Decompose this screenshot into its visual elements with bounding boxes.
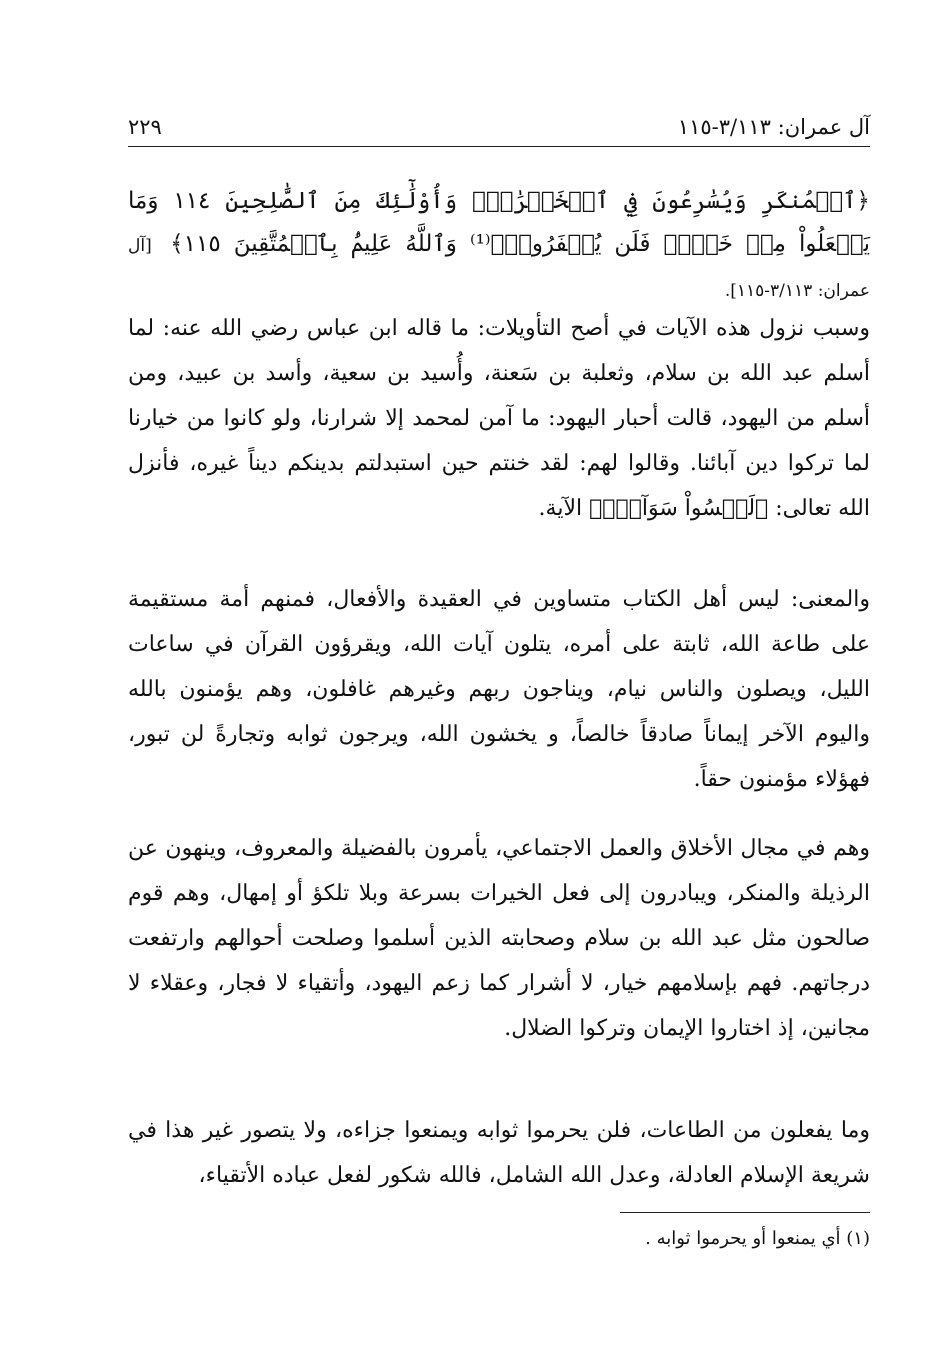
footnote: (١) أي يمنعوا أو يحرموا ثوابه . [645,1228,870,1249]
footnote-divider [620,1212,870,1213]
surah-reference: آل عمران: ٣/١١٣-١١٥ [677,115,870,139]
running-header [128,112,870,147]
paragraph-reward: وما يفعلون من الطاعات، فلن يحرموا ثوابه ويمنعوا جزاءه، ولا يتصور غير هذا في شريعة الإسلام العادلة، وعدل الله الشامل، فالله شكور لفعل عباده الأتقياء، [128,1118,870,1188]
verse-citation: [آل عمران: ٣/١١٣-١١٥]. [128,236,870,301]
page-number: ٢٢٩ [128,115,162,139]
paragraph-revelation-cause: وسبب نزول هذه الآيات في أصح التأويلات: ما قاله ابن عباس رضي الله عنه: لما أسلم عبد الله بن سلام، وثعلبة بن سَعنة، وأُسيد بن سعية، وأسد بن عبيد، ومن أسلم من اليهود، قالت أحبار اليهود: ما آمن لمحمد إلا شرارنا، ولو كانوا من خيارنا لما تركوا دين آبائنا. وقالوا لهم: لقد خنتم حين استبدلتم بدينكم ديناً غيره، فأنزل الله تعالى: ﴿لَيۡسُواْ سَوَآءٗۗ﴾ الآية. [128,316,870,521]
paragraph-meaning: والمعنى: ليس أهل الكتاب متساوين في العقيدة والأفعال، فمنهم أمة مستقيمة على طاعة الله، ثابتة على أمره، يتلون آيات الله، ويقرؤون القرآن في ساعات الليل، ويصلون والناس نيام، ويناجون ربهم وغيرهم غافلون، وهم يؤمنون بالله واليوم الآخر إيماناً صادقاً خالصاً، و يخشون الله، ويرجون ثوابه وتجارةً لن تبور، فهؤلاء مؤمنون حقاً. [128,587,870,792]
quran-verse-text: ﴿ٱلۡمُنكَرِ وَيُسَٰرِعُونَ فِي ٱلۡخَيۡرَٰتِۖ وَأُوْلَٰٓئِكَ مِنَ ٱلصَّٰلِحِينَ ١١٤ وَمَا يَفۡعَلُواْ مِنۡ خَيۡرٖ فَلَن يُكۡفَرُوهُۗ⁽¹⁾ وَٱللَّهُ عَلِيمُۢ بِٱلۡمُتَّقِينَ ١١٥﴾ [128,188,870,257]
paragraph-ethics: وهم في مجال الأخلاق والعمل الاجتماعي، يأمرون بالفضيلة والمعروف، وينهون عن الرذيلة والمنكر، ويبادرون إلى فعل الخيرات بسرعة وبلا تلكؤ أو إمهال، وهم قوم صالحون مثل عبد الله بن سلام وصحابته الذين أسلموا وصلحت أحوالهم وارتفعت درجاتهم. فهم بإسلامهم خيار، لا أشرار كما زعم اليهود، وأتقياء لا فجار، وعقلاء لا مجانين، إذ اختاروا الإيمان وتركوا الضلال. [128,836,870,1041]
quran-verse-block [128,180,870,313]
